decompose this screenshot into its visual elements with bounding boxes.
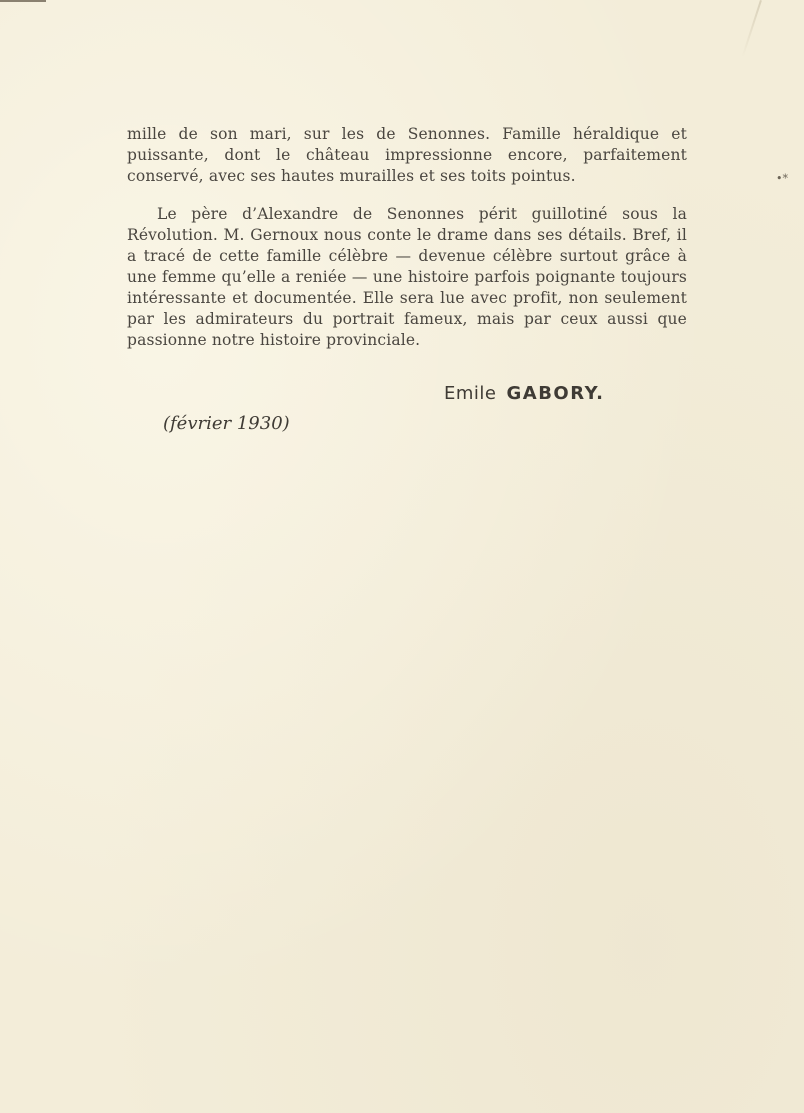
paragraph-1: mille de son mari, sur les de Senonnes. Famille héraldique et puissante, dont le château impressionne encore, parfaitement conservé, avec ses hautes murailles et ses toits pointus. <box>127 125 687 185</box>
date-line: (février 1930) <box>163 413 290 434</box>
paper-fold <box>741 0 761 58</box>
margin-mark: •* <box>776 172 788 185</box>
body-text <box>127 124 687 351</box>
corner-mark <box>0 0 46 2</box>
signature-last-name: GABORY. <box>506 383 605 404</box>
paragraph-2: Le père d’Alexandre de Senonnes périt guillotiné sous la Révolution. M. Gernoux nous conte le drame dans ses détails. Bref, il a tracé de cette famille célèbre — devenue célèbre surtout grâce à une femme qu’elle a reniée — une histoire parfois poignante toujours intéressante et documentée. Elle sera lue avec profit, non seulement par les admirateurs du portrait fameux, mais par ceux aussi que passionne notre histoire provinciale. <box>127 205 687 349</box>
signature <box>444 383 604 404</box>
signature-first-name: Emile <box>444 383 497 404</box>
